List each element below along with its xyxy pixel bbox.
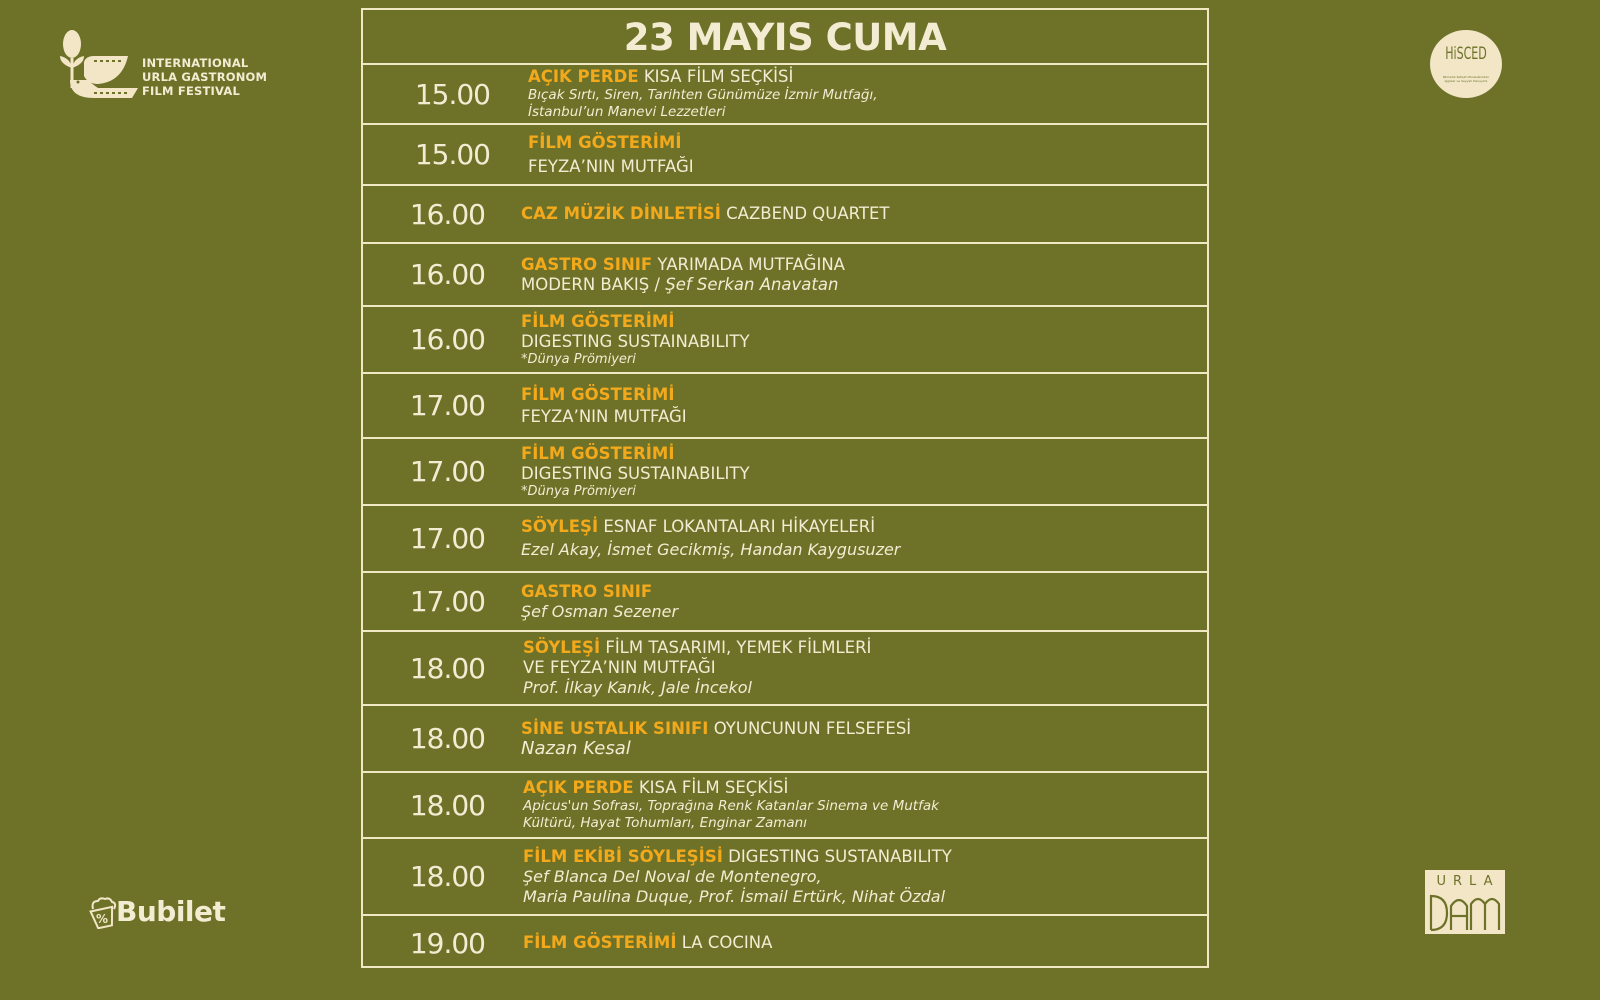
event-category: SİNE USTALIK SINIFI: [521, 718, 709, 738]
festival-emblem-icon: [58, 28, 142, 102]
premiere-note: *Dünya Prömiyeri: [521, 483, 636, 499]
event-details: Bıçak Sırtı, Siren, Tarihten Günümüze İzmir Mutfağı,: [528, 87, 878, 103]
event-time: 17.00: [409, 389, 485, 422]
schedule-row: [363, 773, 1207, 839]
hisced-name: HiSCED: [1445, 44, 1487, 64]
schedule-row: [363, 65, 1207, 125]
event-title: OYUNCUNUN FELSEFESİ: [713, 718, 912, 738]
hisced-logo: [1430, 30, 1502, 98]
schedule-row: [363, 125, 1207, 186]
event-category: AÇIK PERDE: [523, 778, 634, 797]
event-details: Apicus'un Sofrası, Toprağına Renk Katanlar Sinema ve Mutfak: [523, 798, 939, 814]
event-speakers: Prof. İlkay Kanık, Jale İncekol: [523, 678, 752, 697]
event-time: 16.00: [409, 197, 485, 231]
event-title: CAZBEND QUARTET: [726, 204, 890, 223]
urla-dam-top: URLA: [1436, 874, 1500, 889]
event-category: SÖYLEŞİ: [521, 517, 599, 536]
event-speakers: Maria Paulina Duque, Prof. İsmail Ertürk, Nihat Özdal: [523, 886, 946, 906]
event-category: FİLM GÖSTERİMİ: [521, 311, 675, 331]
schedule-row: [363, 307, 1207, 374]
event-category: FİLM GÖSTERİMİ: [521, 443, 675, 463]
festival-name-line1: INTERNATIONAL: [142, 56, 249, 70]
event-category: GASTRO SINIF: [521, 254, 653, 274]
event-title-cont: VE FEYZA’NIN MUTFAĞI: [523, 658, 716, 677]
event-category: GASTRO SINIF: [521, 581, 653, 601]
event-time: 17.00: [409, 455, 485, 488]
schedule-row: [363, 706, 1207, 773]
festival-name-line2: URLA GASTRONOM: [142, 70, 268, 84]
hisced-tagline: Mimarlık İletişim Ekosisteminin İşgüzar ve Seyyah Deneyimi: [1442, 75, 1490, 83]
event-title: LA COCINA: [681, 933, 773, 952]
event-title-cont: MODERN BAKIŞ /: [521, 274, 660, 294]
festival-name-line3: FILM FESTIVAL: [142, 84, 240, 98]
dam-wordmark-icon: [1429, 892, 1501, 932]
event-category: FİLM GÖSTERİMİ: [528, 132, 682, 152]
event-time: 18.00: [409, 722, 485, 755]
event-title: DIGESTING SUSTAINABILITY: [521, 463, 750, 483]
event-time: 18.00: [409, 651, 485, 685]
event-details: İstanbul’un Manevi Lezzetleri: [528, 104, 726, 120]
event-time: 15.00: [414, 138, 490, 171]
popcorn-percent-icon: [88, 897, 118, 929]
event-category: FİLM GÖSTERİMİ: [523, 933, 677, 952]
bubilet-wordmark: Bubilet: [116, 895, 226, 928]
festival-logo: [58, 28, 288, 104]
schedule-row: [363, 244, 1207, 307]
event-details: Kültürü, Hayat Tohumları, Enginar Zamanı: [523, 815, 807, 831]
schedule-row: [363, 916, 1207, 970]
event-time: 18.00: [409, 860, 485, 893]
event-time: 17.00: [409, 585, 485, 618]
event-title: FİLM TASARIMI, YEMEK FİLMLERİ: [605, 638, 872, 657]
event-title: ESNAF LOKANTALARI HİKAYELERİ: [603, 517, 876, 536]
schedule-row: [363, 839, 1207, 916]
hisced-badge-icon: [1430, 30, 1502, 98]
schedule-row: [363, 632, 1207, 706]
urla-dam-logo: [1425, 870, 1505, 934]
event-time: 19.00: [409, 926, 485, 960]
event-category: SÖYLEŞİ: [523, 638, 601, 657]
event-title: YARIMADA MUTFAĞINA: [657, 254, 845, 274]
schedule-row: [363, 439, 1207, 506]
event-host: Şef Serkan Anavatan: [665, 274, 839, 294]
event-time: 16.00: [409, 258, 485, 291]
event-category: AÇIK PERDE: [528, 67, 639, 86]
event-time: 16.00: [409, 323, 485, 356]
event-title: FEYZA’NIN MUTFAĞI: [528, 156, 694, 176]
event-category: FİLM GÖSTERİMİ: [521, 384, 675, 404]
schedule-table: [361, 8, 1209, 968]
premiere-note: *Dünya Prömiyeri: [521, 351, 636, 367]
event-host: Nazan Kesal: [521, 737, 631, 759]
event-title: KISA FİLM SEÇKİSİ: [638, 778, 789, 797]
event-title: DIGESTING SUSTAINABILITY: [521, 331, 750, 351]
schedule-row: [363, 573, 1207, 632]
event-category: FİLM EKİBİ SÖYLEŞİSİ: [523, 846, 723, 866]
schedule-row: [363, 506, 1207, 573]
svg-text:%: %: [96, 912, 109, 926]
schedule-row: [363, 374, 1207, 439]
event-speakers: Şef Blanca Del Noval de Montenegro,: [523, 866, 822, 886]
event-speakers: Ezel Akay, İsmet Gecikmiş, Handan Kaygusuzer: [521, 540, 901, 559]
bubilet-logo: [88, 895, 238, 935]
date-title: 23 MAYIS CUMA: [623, 16, 947, 59]
event-host: Şef Osman Sezener: [521, 601, 679, 621]
event-time: 17.00: [409, 522, 485, 555]
event-title: FEYZA’NIN MUTFAĞI: [521, 406, 687, 426]
event-title: KISA FİLM SEÇKİSİ: [643, 67, 794, 86]
event-time: 15.00: [414, 77, 490, 111]
event-time: 18.00: [409, 788, 485, 822]
event-category: CAZ MÜZİK DİNLETİSİ: [521, 204, 721, 223]
schedule-header: [363, 10, 1207, 65]
event-title: DIGESTING SUSTANABILITY: [728, 846, 952, 866]
schedule-row: [363, 186, 1207, 244]
